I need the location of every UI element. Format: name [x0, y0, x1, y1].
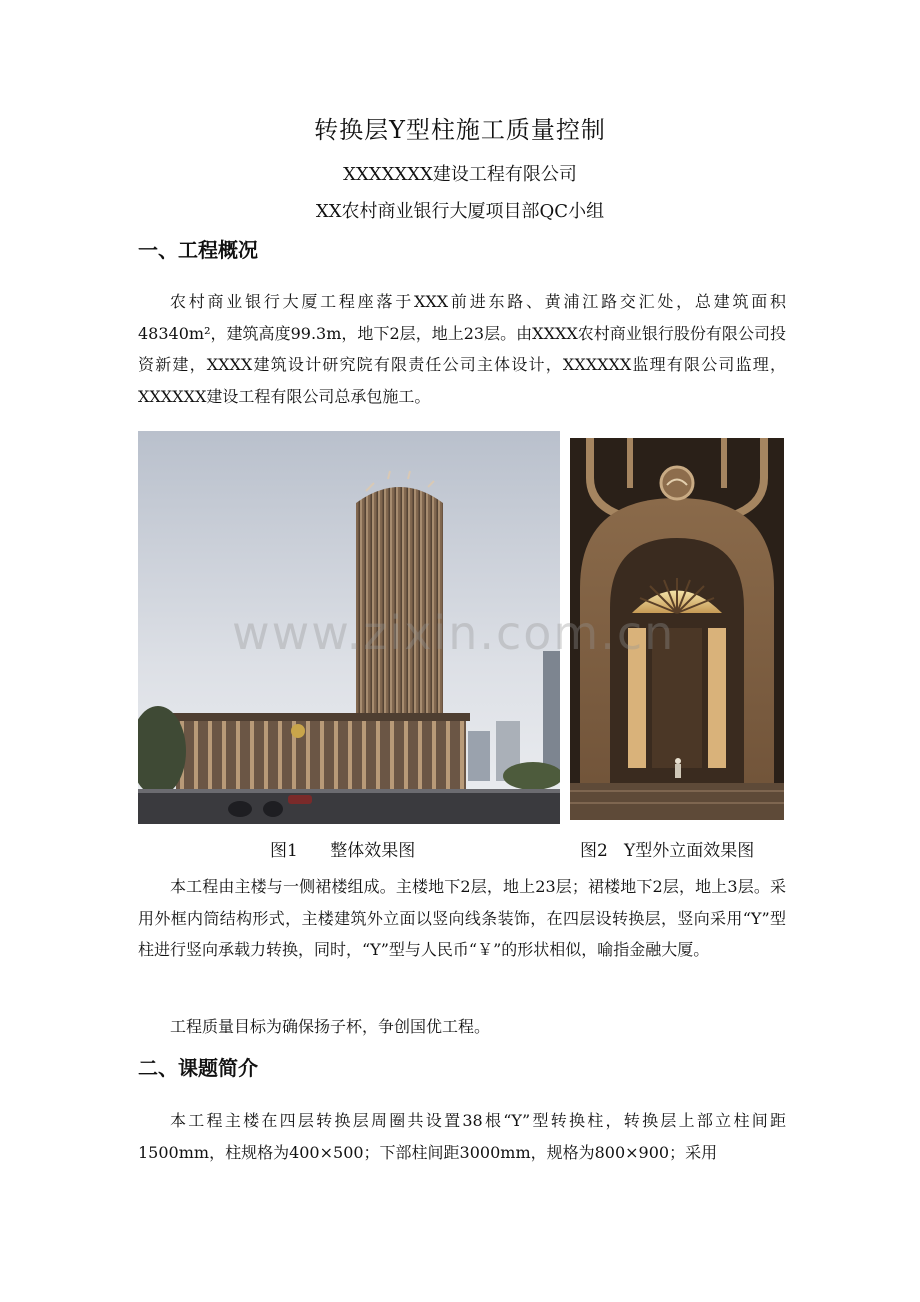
figure-y-facade-rendering — [570, 438, 784, 820]
figure-overall-rendering — [138, 431, 560, 824]
qc-group-name: XX农村商业银行大厦项目部QC小组 — [315, 201, 605, 222]
company-name: XXXXXXX建设工程有限公司 — [343, 164, 577, 185]
overview-paragraph-1: 农村商业银行大厦工程座落于XXX前进东路、黄浦江路交汇处，总建筑面积48340m²，建筑高度99.3m，地下2层，地上23层。由XXXX农村商业银行股份有限公司投资新建，XXXX建筑设计研究院有限责任公司主体设计，XXXXXX监理有限公司监理，XXXXXX建设工程有限公司总承包施工。 — [138, 292, 786, 406]
figure-2-caption: 图2 Y型外立面效果图 — [580, 841, 755, 861]
overview-paragraph-3: 工程质量目标为确保扬子杯，争创国优工程。 — [170, 1017, 491, 1036]
section-heading-overview: 一、工程概况 — [138, 238, 258, 262]
topic-intro-paragraph-1: 本工程主楼在四层转换层周圈共设置38根“Y”型转换柱，转换层上部立柱间距1500mm，柱规格为400×500；下部柱间距3000mm，规格为800×900；采用 — [138, 1111, 786, 1162]
section-heading-topic-intro: 二、课题简介 — [138, 1056, 258, 1080]
building-rendering-image — [138, 431, 560, 824]
figure-1-caption: 图1 整体效果图 — [270, 841, 416, 861]
watermark: www.zixin.com.cn — [232, 606, 676, 660]
facade-rendering-image — [570, 438, 784, 820]
document-title: 转换层Y型柱施工质量控制 — [314, 116, 606, 144]
overview-paragraph-2: 本工程由主楼与一侧裙楼组成。主楼地下2层，地上23层；裙楼地下2层，地上3层。采用外框内筒结构形式，主楼建筑外立面以竖向线条装饰，在四层设转换层，竖向采用“Y”型柱进行竖向承载力转换，同时，“Y”型与人民币“￥”的形状相似，喻指金融大厦。 — [138, 877, 786, 959]
